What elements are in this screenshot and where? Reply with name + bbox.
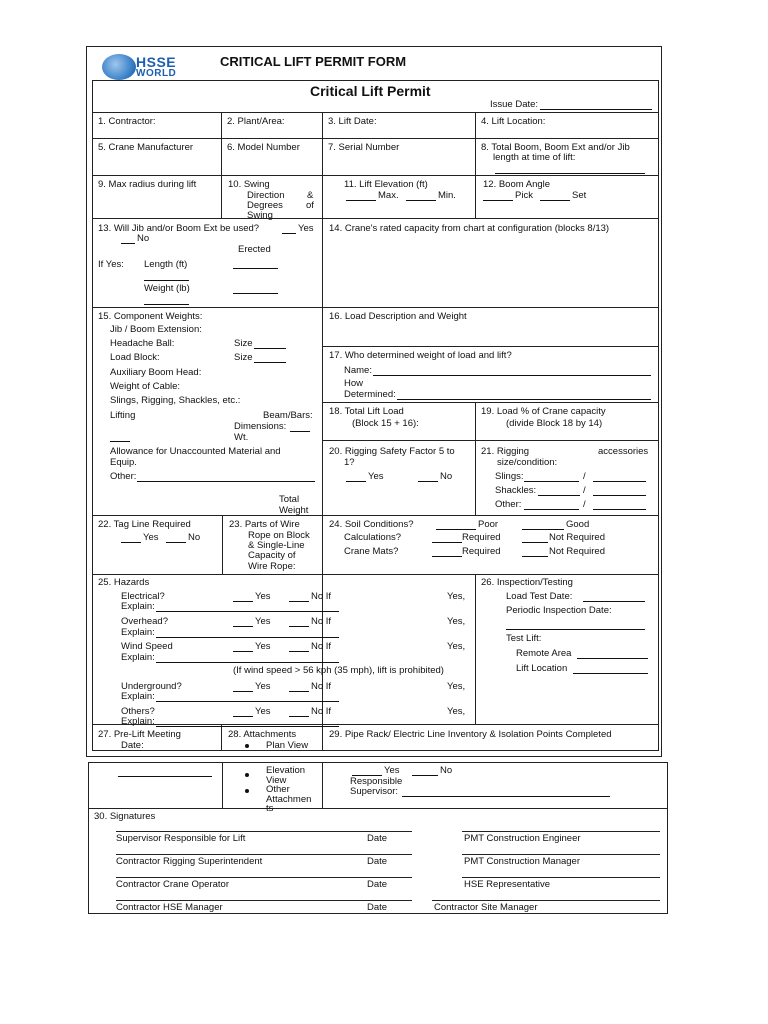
determined-label: Determined: [344, 389, 396, 400]
page-title: Critical Lift Permit [310, 83, 431, 99]
signature-line [462, 854, 660, 855]
calculations-label: Calculations? [344, 532, 402, 543]
total-boom-field[interactable] [495, 164, 645, 174]
hazard-underground-label: Underground? [121, 681, 182, 692]
signature-line [462, 877, 660, 878]
signature-line [116, 900, 412, 901]
bullet-icon [245, 773, 249, 777]
pre-lift-meeting-label: 27. Pre-Lift Meeting [98, 729, 181, 740]
headache-ball-label: Headache Ball: [110, 338, 175, 349]
wt-label: Wt. [234, 432, 249, 443]
electrical-yes-comma: Yes, [447, 591, 466, 602]
others-no-field[interactable] [289, 707, 309, 717]
underground-yes-comma: Yes, [447, 681, 466, 692]
logo-text-hsse: HSSE [136, 54, 177, 70]
swing-label-direction: Direction [247, 190, 285, 201]
hazard-electrical-label: Electrical? [121, 591, 165, 602]
overhead-no-field[interactable] [289, 617, 309, 627]
mats-required-field[interactable] [432, 547, 462, 557]
divider [658, 80, 659, 750]
serial-number-label: 7. Serial Number [328, 142, 400, 153]
divider [92, 112, 659, 113]
model-number-label: 6. Model Number [227, 142, 300, 153]
safety-yes-label: Yes [368, 471, 384, 482]
component-weights-label: 15. Component Weights: [98, 311, 203, 322]
weight-field[interactable] [144, 295, 189, 305]
shackles-cond-field[interactable] [593, 486, 646, 496]
lift-elevation-label: 11. Lift Elevation (ft) [344, 179, 428, 190]
slings-rigging-label: Slings, Rigging, Shackles, etc.: [110, 395, 241, 406]
calc-notrequired-field[interactable] [522, 533, 548, 543]
lifting-field[interactable] [110, 432, 130, 442]
lift-location-field[interactable] [573, 664, 648, 674]
allowance-label: Allowance for Unaccounted Material and [110, 446, 281, 457]
others-yes-label: Yes [255, 706, 271, 717]
headache-size-field[interactable] [254, 339, 286, 349]
allowance-label-2: Equip. [110, 457, 137, 468]
soil-conditions-label: 24. Soil Conditions? [329, 519, 414, 530]
electrical-yes-label: Yes [255, 591, 271, 602]
pipe-rack-yes-label: Yes [384, 765, 400, 776]
who-determined-label: 17. Who determined weight of load and lift? [329, 350, 512, 361]
tag-yes-label: Yes [143, 532, 159, 543]
divider [475, 112, 476, 218]
slings-label: Slings: [495, 471, 524, 482]
loadblock-size-field[interactable] [254, 353, 286, 363]
wind-no-field[interactable] [289, 642, 309, 652]
total-boom-label-2: length at time of lift: [493, 152, 576, 163]
calc-notrequired-label: Not Required [549, 532, 605, 543]
shackles-size-field[interactable] [538, 486, 580, 496]
mats-notrequired-field[interactable] [522, 547, 548, 557]
load-description-label: 16. Load Description and Weight [329, 311, 467, 322]
signature-line [432, 900, 660, 901]
name-label: Name: [344, 365, 372, 376]
divider [92, 138, 659, 139]
other-attachments-label-3: ts [266, 803, 274, 814]
swing-label-degrees: Degrees [247, 200, 283, 211]
total-label: Total [279, 494, 300, 505]
others-no-label: No If [311, 706, 332, 717]
wire-rope-label-1: 23. Parts of Wire [229, 519, 300, 530]
divider [221, 112, 222, 218]
remote-area-label: Remote Area [516, 648, 572, 659]
electrical-explain-label: Explain: [121, 601, 155, 612]
divider [322, 440, 659, 441]
pick-label: Pick [515, 190, 533, 201]
erected-label: Erected [238, 244, 271, 255]
underground-explain-label: Explain: [121, 691, 155, 702]
lift-location-label-26: Lift Location [516, 663, 568, 674]
soil-poor-label: Poor [478, 519, 499, 530]
divider [92, 218, 659, 219]
swing-label-swing: Swing [247, 210, 273, 221]
issue-date-label: Issue Date: [490, 99, 539, 110]
soil-good-field[interactable] [522, 520, 564, 530]
signature-line [116, 854, 412, 855]
divider [222, 515, 223, 574]
inspection-testing-label: 26. Inspection/Testing [481, 577, 573, 588]
max-radius-label: 9. Max radius during lift [98, 179, 197, 190]
divider [92, 175, 659, 176]
sig-date-2: Date [367, 856, 388, 867]
other-attachments-label: Other [266, 784, 290, 795]
slings-size-field[interactable] [524, 472, 579, 482]
length-label: Length (ft) [144, 259, 188, 270]
others-explain-field[interactable] [156, 717, 339, 727]
rated-capacity-label: 14. Crane's rated capacity from chart at configuration (blocks 8/13) [329, 223, 610, 234]
weight-label: Weight (lb) [144, 283, 190, 294]
wind-yes-comma: Yes, [447, 641, 466, 652]
mats-notrequired-label: Not Required [549, 546, 605, 557]
hazards-label: 25. Hazards [98, 577, 150, 588]
beam-bars-label: Beam/Bars: [263, 410, 313, 421]
responsible-supervisor-field[interactable] [402, 787, 610, 797]
max-elevation-field[interactable] [346, 191, 376, 201]
other-cond-field[interactable] [593, 500, 646, 510]
wind-explain-label: Explain: [121, 652, 155, 663]
globe-logo-icon [102, 54, 136, 80]
other-label: Other: [110, 471, 137, 482]
others-explain-label: Explain: [121, 716, 155, 727]
jib-yes-field[interactable] [282, 224, 296, 234]
hazard-others-label: Others? [121, 706, 155, 717]
elevation-view-label: View [266, 775, 287, 786]
wind-yes-label: Yes [255, 641, 271, 652]
sig-right-3: HSE Representative [464, 879, 551, 890]
underground-no-field[interactable] [289, 682, 309, 692]
other-field[interactable] [137, 472, 315, 482]
others-yes-field[interactable] [233, 707, 253, 717]
calc-required-label: Required [462, 532, 501, 543]
responsible-label: Responsible [350, 776, 403, 787]
aux-boom-head-label: Auxiliary Boom Head: [110, 367, 202, 378]
wire-rope-label-2: Rope on Block [248, 530, 310, 541]
if-yes-label: If Yes: [98, 259, 124, 270]
pre-lift-date-field[interactable] [118, 767, 212, 777]
overhead-no-label: No If [311, 616, 332, 627]
overhead-yes-label: Yes [255, 616, 271, 627]
total-boom-label: 8. Total Boom, Boom Ext and/or Jib [481, 142, 630, 153]
jib-no-label: No [137, 233, 150, 244]
contractor-label: 1. Contractor: [98, 116, 156, 127]
jib-extension-label: Jib / Boom Extension: [110, 324, 202, 335]
load-block-label: Load Block: [110, 352, 160, 363]
underground-no-label: No If [311, 681, 332, 692]
electrical-yes-field[interactable] [233, 592, 253, 602]
others-yes-comma: Yes, [447, 706, 466, 717]
rigging-other-label: Other: [495, 499, 522, 510]
electrical-no-label: No If [311, 591, 332, 602]
other-size-field[interactable] [524, 500, 579, 510]
jib-used-question: 13. Will Jib and/or Boom Ext be used? [98, 223, 260, 234]
divider [322, 346, 659, 347]
periodic-inspection-label: Periodic Inspection Date: [506, 605, 612, 616]
rigging-label: 21. Rigging [481, 446, 530, 457]
dimensions-field[interactable] [290, 422, 310, 432]
divider [221, 724, 222, 750]
min-label: Min. [438, 190, 456, 201]
overhead-explain-field[interactable] [156, 628, 339, 638]
electrical-explain-field[interactable] [156, 602, 339, 612]
overhead-yes-field[interactable] [233, 617, 253, 627]
safety-factor-sub: 1? [344, 457, 355, 468]
tag-yes-field[interactable] [121, 533, 141, 543]
pipe-rack-label: 29. Pipe Rack/ Electric Line Inventory & Isolation Points Completed [329, 729, 612, 740]
crane-manufacturer-label: 5. Crane Manufacturer [98, 142, 194, 153]
divider [88, 808, 668, 809]
bullet-icon [245, 744, 249, 748]
pipe-rack-no-label: No [440, 765, 453, 776]
underground-explain-field[interactable] [156, 692, 339, 702]
divider [92, 750, 659, 751]
divider [475, 402, 476, 515]
sig-date-1: Date [367, 833, 388, 844]
boom-angle-label: 12. Boom Angle [483, 179, 551, 190]
safety-factor-label: 20. Rigging Safety Factor 5 to [329, 446, 455, 457]
signatures-label: 30. Signatures [94, 811, 156, 822]
size-label-2: Size [234, 352, 253, 363]
total-weight-label: Weight [279, 505, 309, 516]
electrical-no-field[interactable] [289, 592, 309, 602]
weight-of-cable-label: Weight of Cable: [110, 381, 181, 392]
sig-right-4: Contractor Site Manager [434, 902, 538, 913]
pipe-rack-yes-field[interactable] [352, 766, 382, 776]
sig-right-2: PMT Construction Manager [464, 856, 580, 867]
lift-location-label: 4. Lift Location: [481, 116, 546, 127]
safety-no-field[interactable] [418, 472, 438, 482]
logo-text-world: WORLD [136, 68, 177, 79]
attachments-label: 28. Attachments [228, 729, 297, 740]
divider [92, 80, 93, 750]
plant-area-label: 2. Plant/Area: [227, 116, 285, 127]
erected-weight-field[interactable] [233, 284, 278, 294]
crane-mats-label: Crane Mats? [344, 546, 399, 557]
mats-required-label: Required [462, 546, 501, 557]
max-label: Max. [378, 190, 399, 201]
hazard-wind-label: Wind Speed [121, 641, 173, 652]
total-lift-load-sub: (Block 15 + 16): [352, 418, 419, 429]
divider [92, 307, 659, 308]
dimensions-label: Dimensions: [234, 421, 287, 432]
size-condition-label: size/condition: [497, 457, 558, 468]
elevation-label: Elevation [266, 765, 306, 776]
soil-good-label: Good [566, 519, 590, 530]
swing-label-amp: & [307, 190, 314, 201]
underground-yes-field[interactable] [233, 682, 253, 692]
name-field[interactable] [373, 366, 651, 376]
sig-left-2: Contractor Rigging Superintendent [116, 856, 263, 867]
divider [222, 762, 223, 808]
load-percent-label: 19. Load % of Crane capacity [481, 406, 606, 417]
erected-length-field[interactable] [233, 259, 278, 269]
set-field[interactable] [540, 191, 570, 201]
bullet-icon [245, 789, 249, 793]
load-test-date-label: Load Test Date: [506, 591, 573, 602]
sig-left-3: Contractor Crane Operator [116, 879, 229, 890]
tag-no-label: No [188, 532, 201, 543]
total-lift-load-label: 18. Total Lift Load [329, 406, 404, 417]
form-title: CRITICAL LIFT PERMIT FORM [220, 54, 407, 69]
overhead-explain-label: Explain: [121, 627, 155, 638]
safety-yes-field[interactable] [346, 472, 366, 482]
pick-field[interactable] [483, 191, 513, 201]
sig-left-4: Contractor HSE Manager [116, 902, 223, 913]
shackles-label: Shackles: [495, 485, 537, 496]
overhead-yes-comma: Yes, [447, 616, 466, 627]
jib-no-field[interactable] [121, 234, 135, 244]
pipe-rack-no-field[interactable] [412, 766, 438, 776]
wire-rope-label-4: Capacity of [248, 550, 296, 561]
divider [322, 762, 323, 808]
wind-no-label: No If [311, 641, 332, 652]
determined-field[interactable] [397, 390, 651, 400]
signature-line [462, 831, 660, 832]
divider [92, 515, 659, 516]
slash: / [583, 485, 586, 496]
slash: / [583, 499, 586, 510]
sig-right-1: PMT Construction Engineer [464, 833, 581, 844]
lifting-label: Lifting [110, 410, 136, 421]
hazard-overhead-label: Overhead? [121, 616, 169, 627]
set-label: Set [572, 190, 587, 201]
slash: / [583, 471, 586, 482]
soil-poor-field[interactable] [436, 520, 476, 530]
tag-no-field[interactable] [166, 533, 186, 543]
accessories-label: accessories [598, 446, 649, 457]
periodic-inspection-field[interactable] [506, 620, 645, 630]
load-percent-sub: (divide Block 18 by 14) [506, 418, 603, 429]
swing-label: 10. Swing [228, 179, 270, 190]
signature-line [116, 831, 412, 832]
divider [92, 574, 659, 575]
calc-required-field[interactable] [432, 533, 462, 543]
length-field[interactable] [144, 271, 189, 281]
tag-line-label: 22. Tag Line Required [98, 519, 191, 530]
slings-cond-field[interactable] [593, 472, 646, 482]
jib-yes-label: Yes [298, 223, 314, 234]
min-elevation-field[interactable] [406, 191, 436, 201]
how-label: How [344, 378, 364, 389]
wind-speed-note: (If wind speed > 56 kph (35 mph), lift is prohibited) [233, 665, 444, 676]
divider [322, 402, 659, 403]
sig-date-4: Date [367, 902, 388, 913]
load-test-date-field[interactable] [583, 592, 645, 602]
divider [92, 80, 659, 81]
pre-lift-date-label: Date: [121, 740, 144, 751]
signature-line [116, 877, 412, 878]
swing-label-of: of [306, 200, 314, 211]
sig-left-1: Supervisor Responsible for Lift [116, 833, 246, 844]
issue-date-field[interactable] [540, 100, 652, 110]
divider [475, 574, 476, 724]
safety-no-label: No [440, 471, 453, 482]
size-label-1: Size [234, 338, 253, 349]
wire-rope-label-5: Wire Rope: [248, 561, 296, 572]
wind-explain-field[interactable] [156, 653, 339, 663]
wind-yes-field[interactable] [233, 642, 253, 652]
wire-rope-label-3: & Single-Line [248, 540, 305, 551]
other-attachments-label-2: Attachmen [266, 794, 312, 805]
plan-view-label: Plan View [266, 740, 309, 751]
sig-date-3: Date [367, 879, 388, 890]
underground-yes-label: Yes [255, 681, 271, 692]
test-lift-label: Test Lift: [506, 633, 542, 644]
remote-area-field[interactable] [577, 649, 648, 659]
lift-date-label: 3. Lift Date: [328, 116, 377, 127]
supervisor-label: Supervisor: [350, 786, 399, 797]
